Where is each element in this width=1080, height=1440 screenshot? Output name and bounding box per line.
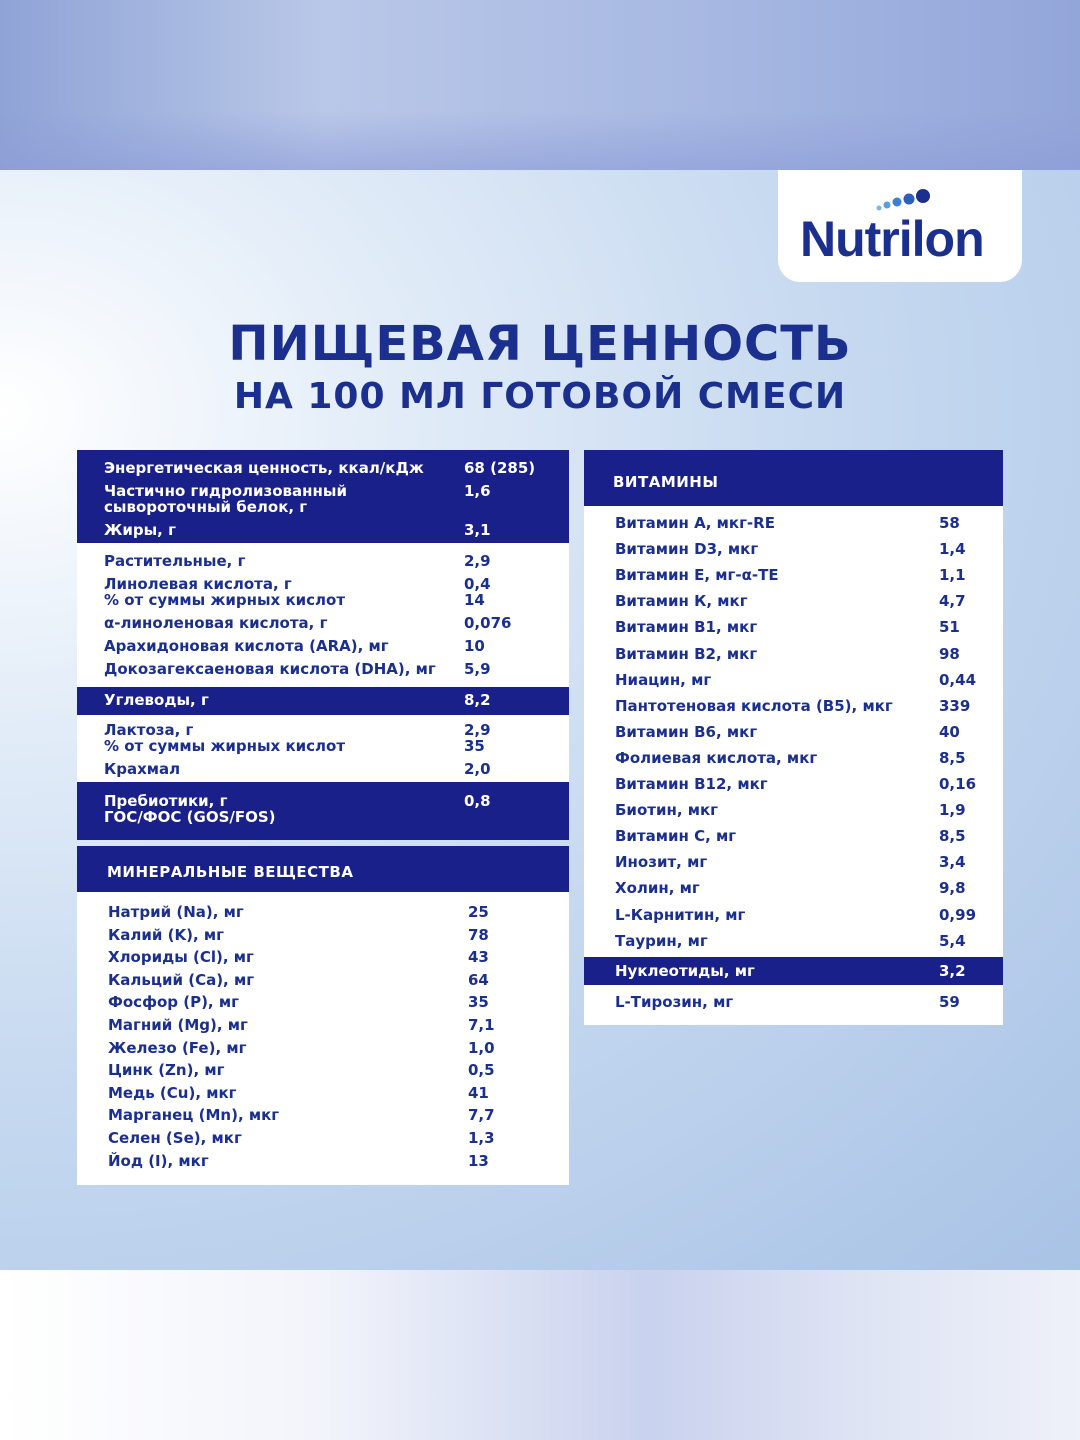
row-label: % от суммы жирных кислот xyxy=(104,737,346,755)
row-value: 98 xyxy=(939,644,960,663)
row-label: % от суммы жирных кислот xyxy=(104,591,346,609)
row-value: 41 xyxy=(468,1083,489,1102)
row-label: Калий (K), мг xyxy=(108,925,224,944)
row-value: 0,4 xyxy=(464,575,491,593)
row-label: Кальций (Ca), мг xyxy=(108,970,255,989)
row-label: Энергетическая ценность, ккал/кДж xyxy=(104,459,424,477)
row-value: 9,8 xyxy=(939,879,966,898)
row-value: 40 xyxy=(939,722,960,741)
row-value: 3,1 xyxy=(464,521,491,539)
row-value: 1,9 xyxy=(939,801,966,820)
nutrition-card xyxy=(0,170,1080,1270)
vitamins-header: ВИТАМИНЫ xyxy=(584,450,1003,506)
row-label: Витамин А, мкг-RE xyxy=(615,514,775,532)
row-value: 339 xyxy=(939,696,971,715)
row-label: Линолевая кислота, г xyxy=(104,575,292,593)
row-label: Витамин Е, мг-α-ТЕ xyxy=(615,566,779,585)
row-label: Нуклеотиды, мг xyxy=(615,962,755,980)
row-value: 68 (285) xyxy=(464,459,536,477)
row-label: Фосфор (P), мг xyxy=(108,993,239,1012)
row-label: Лактоза, г xyxy=(104,721,194,739)
minerals-header: МИНЕРАЛЬНЫЕ ВЕЩЕСТВА xyxy=(77,846,569,892)
row-label: Таурин, мг xyxy=(615,931,708,950)
minerals-table xyxy=(77,846,569,1185)
row-label: сывороточный белок, г xyxy=(104,498,308,516)
row-value: 8,5 xyxy=(939,827,966,846)
row-value: 0,5 xyxy=(468,1061,495,1080)
row-value: 58 xyxy=(939,514,960,532)
row-value: 0,16 xyxy=(939,775,977,793)
row-label: α-линоленовая кислота, г xyxy=(104,614,328,632)
row-label: Витамин С, мг xyxy=(615,827,737,846)
row-label: Витамин В12, мкг xyxy=(615,775,768,793)
row-label: L-Карнитин, мг xyxy=(615,905,746,924)
row-label: Растительные, г xyxy=(104,552,246,570)
row-value: 5,4 xyxy=(939,931,966,950)
page-title: ПИЩЕВАЯ ЦЕННОСТЬ xyxy=(228,316,852,372)
row-value: 7,1 xyxy=(468,1016,495,1034)
row-value: 3,2 xyxy=(939,962,966,980)
brand-name: Nutrilon xyxy=(800,211,984,267)
row-value: 7,7 xyxy=(468,1106,495,1125)
row-label: Натрий (Na), мг xyxy=(108,903,244,921)
row-label: Частично гидролизованный xyxy=(104,482,347,500)
row-label: Ниацин, мг xyxy=(615,670,712,689)
row-label: Хлориды (Cl), мг xyxy=(108,948,254,967)
row-value: 1,4 xyxy=(939,540,966,559)
row-value: 35 xyxy=(468,993,489,1012)
row-label: Биотин, мкг xyxy=(615,801,719,820)
row-label: Витамин D3, мкг xyxy=(615,540,759,559)
row-label: Марганец (Mn), мкг xyxy=(108,1106,280,1125)
row-value: 0,44 xyxy=(939,670,977,689)
row-label: Цинк (Zn), мг xyxy=(108,1061,225,1080)
row-label: Железо (Fe), мг xyxy=(108,1038,247,1057)
row-label: Фолиевая кислота, мкг xyxy=(615,748,818,767)
row-value: 25 xyxy=(468,903,489,921)
row-value: 1,6 xyxy=(464,482,491,500)
top-decor-band xyxy=(0,0,1080,170)
row-value: 43 xyxy=(468,948,489,967)
row-label: Витамин В6, мкг xyxy=(615,722,758,741)
row-value: 64 xyxy=(468,970,489,989)
row-value: 2,9 xyxy=(464,552,491,570)
row-label: Витамин В2, мкг xyxy=(615,644,758,663)
row-value: 2,0 xyxy=(464,760,491,778)
row-value: 35 xyxy=(464,737,485,755)
row-value: 13 xyxy=(468,1151,489,1170)
row-value: 51 xyxy=(939,618,960,637)
row-value: 8,5 xyxy=(939,748,966,767)
row-label: Крахмал xyxy=(104,760,181,778)
row-label: Арахидоновая кислота (ARA), мг xyxy=(104,637,389,655)
row-label: Медь (Cu), мкг xyxy=(108,1083,237,1102)
page-subtitle: НА 100 МЛ ГОТОВОЙ СМЕСИ xyxy=(233,376,847,417)
row-value: 10 xyxy=(464,637,485,655)
row-label: L-Тирозин, мг xyxy=(615,993,734,1011)
row-label: Жиры, г xyxy=(104,521,176,539)
row-value: 1,3 xyxy=(468,1129,495,1147)
row-label: Углеводы, г xyxy=(104,691,209,709)
row-label: Магний (Mg), мг xyxy=(108,1016,248,1034)
row-value: 0,076 xyxy=(464,614,512,632)
row-value: 0,8 xyxy=(464,792,491,810)
row-value: 2,9 xyxy=(464,721,491,739)
row-label: Витамин В1, мкг xyxy=(615,618,758,637)
row-value: 78 xyxy=(468,925,489,944)
row-label: Йод (I), мкг xyxy=(108,1151,209,1170)
row-label: Инозит, мг xyxy=(615,853,708,872)
row-value: 14 xyxy=(464,591,485,609)
row-label: ГОС/ФОС (GOS/FOS) xyxy=(104,808,276,826)
row-label: Холин, мг xyxy=(615,879,700,898)
row-value: 59 xyxy=(939,993,960,1011)
brand-logo xyxy=(778,170,1022,282)
row-label: Пребиотики, г xyxy=(104,792,228,810)
row-value: 4,7 xyxy=(939,592,966,611)
main-nutrients-table xyxy=(77,450,569,840)
vitamins-table xyxy=(584,450,1003,1025)
row-label: Пантотеновая кислота (В5), мкг xyxy=(615,696,893,715)
row-value: 5,9 xyxy=(464,660,491,678)
row-value: 3,4 xyxy=(939,853,966,872)
row-value: 0,99 xyxy=(939,905,977,924)
row-value: 8,2 xyxy=(464,691,491,709)
row-value: 1,0 xyxy=(468,1038,495,1057)
bottom-decor-band xyxy=(0,1270,1080,1440)
row-label: Селен (Se), мкг xyxy=(108,1129,242,1147)
row-label: Докозагексаеновая кислота (DHA), мг xyxy=(104,660,436,678)
row-value: 1,1 xyxy=(939,566,966,585)
row-label: Витамин К, мкг xyxy=(615,592,748,611)
